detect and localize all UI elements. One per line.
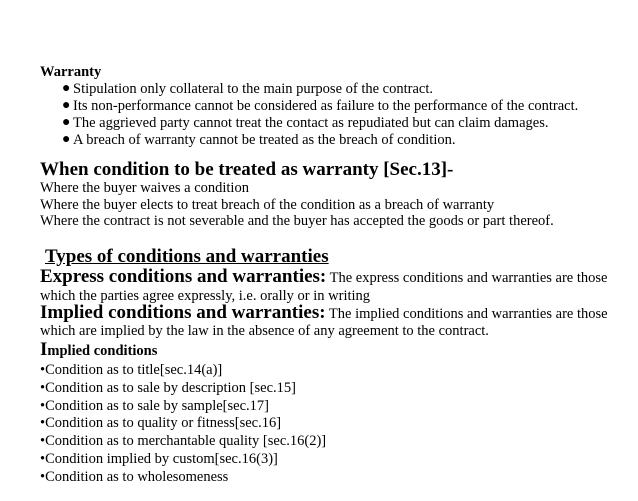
when-condition-line: Where the buyer waives a condition (40, 180, 249, 196)
implied-conditions-heading (40, 341, 157, 360)
warranty-title: Warranty (40, 64, 102, 80)
warranty-bullet: The aggrieved party cannot treat the contact as repudiated but can claim damages. (73, 115, 549, 131)
express-label: Express conditions and warranties: (40, 266, 327, 287)
implied-condition-item: •Condition as to sale by description [sec.15] (40, 380, 296, 396)
express-text-cont: which the parties agree expressly, i.e. orally or in writing (40, 288, 371, 304)
implied-condition-item: •Condition as to merchantable quality [sec.16(2)] (40, 433, 327, 449)
warranty-bullet: A breach of warranty cannot be treated as the breach of condition. (73, 132, 456, 148)
implied-condition-item: •Condition implied by custom[sec.16(3)] (40, 451, 278, 467)
heading-rest: mplied conditions (47, 343, 158, 359)
implied-condition-item: •Condition as to quality or fitness[sec.16] (40, 415, 282, 431)
bullet-icon: ● (62, 132, 71, 147)
when-condition-heading: When condition to be treated as warranty [Sec.13]- (40, 159, 454, 180)
when-condition-line: Where the contract is not severable and the buyer has accepted the goods or part thereof. (40, 213, 554, 229)
express-text: The express conditions and warranties are those (326, 270, 608, 286)
implied-label: Implied conditions and warranties: (40, 302, 326, 323)
implied-text-cont: which are implied by the law in the absence of any agreement to the contract. (40, 323, 489, 339)
types-heading: Types of conditions and warranties (45, 246, 329, 267)
bullet-icon: ● (62, 115, 71, 130)
implied-condition-item: •Condition as to wholesomeness (40, 469, 229, 485)
bullet-icon: ● (62, 81, 71, 96)
implied-paragraph (40, 304, 608, 323)
heading-initial: I (40, 339, 48, 360)
when-condition-line: Where the buyer elects to treat breach of the condition as a breach of warranty (40, 197, 495, 213)
bullet-icon: ● (62, 98, 71, 113)
implied-condition-item: •Condition as to title[sec.14(a)] (40, 362, 223, 378)
warranty-bullet: Its non-performance cannot be considered as failure to the performance of the contract. (73, 98, 579, 114)
warranty-bullet: Stipulation only collateral to the main purpose of the contract. (73, 81, 433, 97)
implied-text: The implied conditions and warranties are those (325, 306, 608, 322)
express-paragraph (40, 268, 607, 287)
implied-condition-item: •Condition as to sale by sample[sec.17] (40, 398, 269, 414)
